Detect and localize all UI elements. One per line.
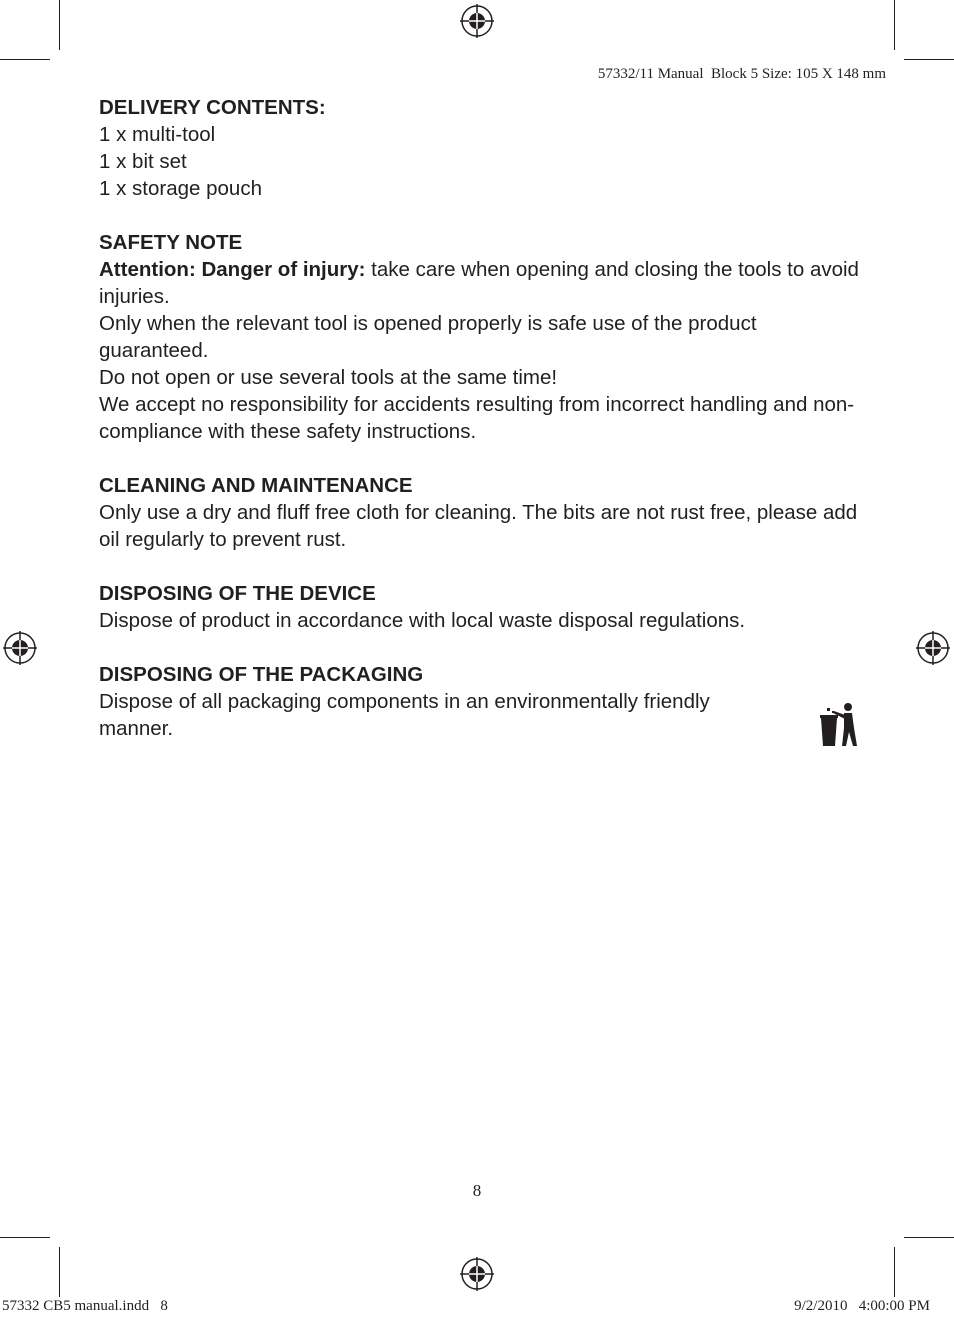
safety-note-heading: SAFETY NOTE <box>99 231 243 254</box>
packaging-disposal-section <box>99 661 859 742</box>
delivery-contents-section <box>99 94 859 202</box>
slug-file-info: 57332 CB5 manual.indd 8 <box>2 1298 168 1314</box>
safety-warning-label: Attention: Danger of injury: <box>99 258 366 281</box>
device-disposal-paragraph: Dispose of product in accordance with local waste disposal regulations. <box>99 609 746 632</box>
delivery-contents-heading: DELIVERY CONTENTS: <box>99 96 326 119</box>
delivery-item: 1 x multi-tool <box>99 123 216 146</box>
safety-warning-text: take care when opening and closing the tools to avoid injuries. <box>99 258 859 308</box>
packaging-disposal-paragraph: Dispose of all packaging components in an environmentally friendly manner. <box>99 690 710 740</box>
page-number: 8 <box>472 1181 482 1200</box>
crop-mark-bottom-right-vertical <box>894 1247 895 1297</box>
delivery-item: 1 x storage pouch <box>99 177 262 200</box>
registration-mark-top-icon <box>460 4 494 38</box>
crop-mark-top-right-vertical <box>894 0 895 50</box>
registration-mark-right-icon <box>916 631 950 665</box>
manual-body <box>99 94 859 769</box>
crop-mark-bottom-left-horizontal <box>0 1237 50 1238</box>
cleaning-section <box>99 472 859 553</box>
crop-mark-bottom-left-vertical <box>59 1247 60 1297</box>
tidy-man-bin-icon <box>818 702 858 748</box>
registration-mark-left-icon <box>3 631 37 665</box>
crop-mark-top-right-horizontal <box>904 59 954 60</box>
crop-mark-bottom-right-horizontal <box>904 1237 954 1238</box>
cleaning-heading: CLEANING AND MAINTENANCE <box>99 474 413 497</box>
device-disposal-section <box>99 580 859 634</box>
safety-paragraph: We accept no responsibility for accidents resulting from incorrect handling and non-compliance with these safety instructions. <box>99 393 855 443</box>
crop-mark-top-left-vertical <box>59 0 60 50</box>
safety-warning-paragraph <box>99 256 859 310</box>
slug-timestamp: 9/2/2010 4:00:00 PM <box>794 1298 930 1314</box>
safety-paragraph: Only when the relevant tool is opened properly is safe use of the product guaranteed. <box>99 312 757 362</box>
device-disposal-heading: DISPOSING OF THE DEVICE <box>99 582 376 605</box>
packaging-disposal-heading: DISPOSING OF THE PACKAGING <box>99 663 424 686</box>
cleaning-paragraph: Only use a dry and fluff free cloth for cleaning. The bits are not rust free, please add oil regularly to prevent rust. <box>99 501 858 551</box>
registration-mark-bottom-icon <box>460 1257 494 1291</box>
safety-paragraph: Do not open or use several tools at the same time! <box>99 366 558 389</box>
crop-mark-top-left-horizontal <box>0 59 50 60</box>
print-spec-header: 57332/11 Manual Block 5 Size: 105 X 148 mm <box>597 66 886 82</box>
delivery-item: 1 x bit set <box>99 150 187 173</box>
safety-note-section <box>99 229 859 445</box>
